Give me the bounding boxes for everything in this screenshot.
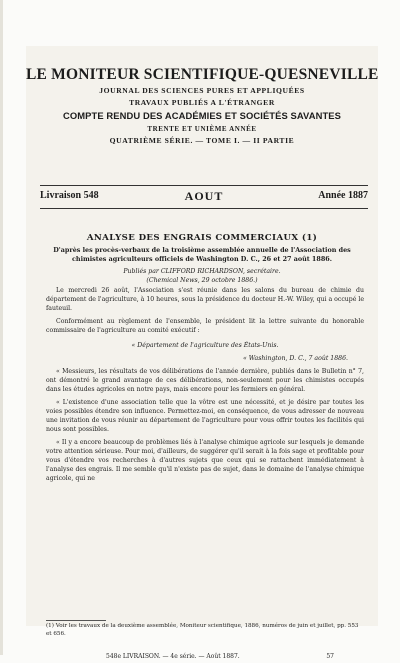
body-paragraph: Conformément au règlement de l'ensemble, le président lit la lettre suivante du honorable commissaire de l'agriculture au comité exécutif : [46, 318, 364, 334]
bottom-rule [40, 208, 368, 209]
quote-place-date: « Washington, D. C., 7 août 1886. [242, 355, 348, 362]
article-source: (Chemical News, 29 octobre 1886.) [146, 277, 258, 284]
footnote: (1) Voir les travaux de la deuxième assemblée, Moniteur scientifique, 1886, numéros de juin et juillet, pp. 553 et 656. [46, 623, 359, 637]
journal-year-label: TRENTE ET UNIÈME ANNÉE [147, 125, 257, 133]
quote-paragraph: « L'existence d'une association telle que la vôtre est une nécessité, et je désire par toutes les voies possibles étendre son influence. Permettez-moi, en conséquence, de vous adresser de nouveau une invitation de vous réunir au département de l'agriculture pour vous offrir toutes les facilités qui nous sont possibles. [46, 399, 364, 433]
journal-title: LE MONITEUR SCIENTIFIQUE-QUESNEVILLE [26, 66, 379, 83]
footnote-rule [46, 620, 106, 621]
page-number: 57 [326, 653, 334, 660]
journal-subtitle-foreign: TRAVAUX PUBLIÉS A L'ÉTRANGER [129, 98, 275, 107]
quote-heading: « Département de l'agriculture des États-Unis. [131, 342, 279, 349]
article-body [46, 286, 364, 487]
issue-info-row [40, 190, 368, 204]
issue-number: Livraison 548 [40, 190, 99, 201]
article-title: ANALYSE DES ENGRAIS COMMERCIAUX (1) [86, 233, 318, 243]
article-byline: Publiés par CLIFFORD RICHARDSON, secrétaire. [123, 268, 281, 275]
journal-series: QUATRIÈME SÉRIE. — TOME I. — II PARTIE [109, 136, 295, 145]
footer-issue: 548e LIVRAISON. — 4e série. — Août 1887. [106, 653, 240, 660]
scan-spine-shadow [0, 0, 3, 655]
issue-month: AOUT [184, 189, 224, 203]
quote-paragraph: « Il y a encore beaucoup de problèmes liés à l'analyse chimique agricole sur lesquels je demande votre attention sérieuse. Pour moi, d'ailleurs, de suggérer qu'il serait à la fois sage et profitable pour vous d'étendre vos recherches à d'autres sujets que ceux qui se rattachent immédiatement à l'analyse des engrais. Il me semble qu'il n'existe pas de sujet, dans le domaine de l'analyse chimique agricole, qui ne [46, 439, 364, 482]
quote-paragraph: « Messieurs, les résultats de vos délibérations de l'année dernière, publiés dans le Bulletin n° 7, ont démontré le grand avantage de ces délibérations, non-seulement pour les chimistes occupés dans les études agricoles en notre pays, mais encore pour les fermiers en général. [46, 368, 364, 393]
article-subtitle: D'après les procès-verbaux de la troisième assemblée annuelle de l'Association des chimistes agriculteurs officiels de Washington D. C., 26 et 27 août 1886. [53, 246, 351, 263]
issue-year: Année 1887 [318, 190, 368, 201]
top-rule [40, 185, 368, 186]
journal-subtitle-academies: COMPTE RENDU DES ACADÉMIES ET SOCIÉTÉS SAVANTES [63, 110, 341, 121]
journal-subtitle: JOURNAL DES SCIENCES PURES ET APPLIQUÉES [99, 86, 305, 95]
body-paragraph: Le mercredi 26 août, l'Association s'est réunie dans les salons du bureau de chimie du département de l'agriculture, à 10 heures, sous la présidence du docteur H.-W. Wiley, qui a occupé le fauteuil. [46, 287, 364, 312]
journal-page [26, 46, 379, 660]
